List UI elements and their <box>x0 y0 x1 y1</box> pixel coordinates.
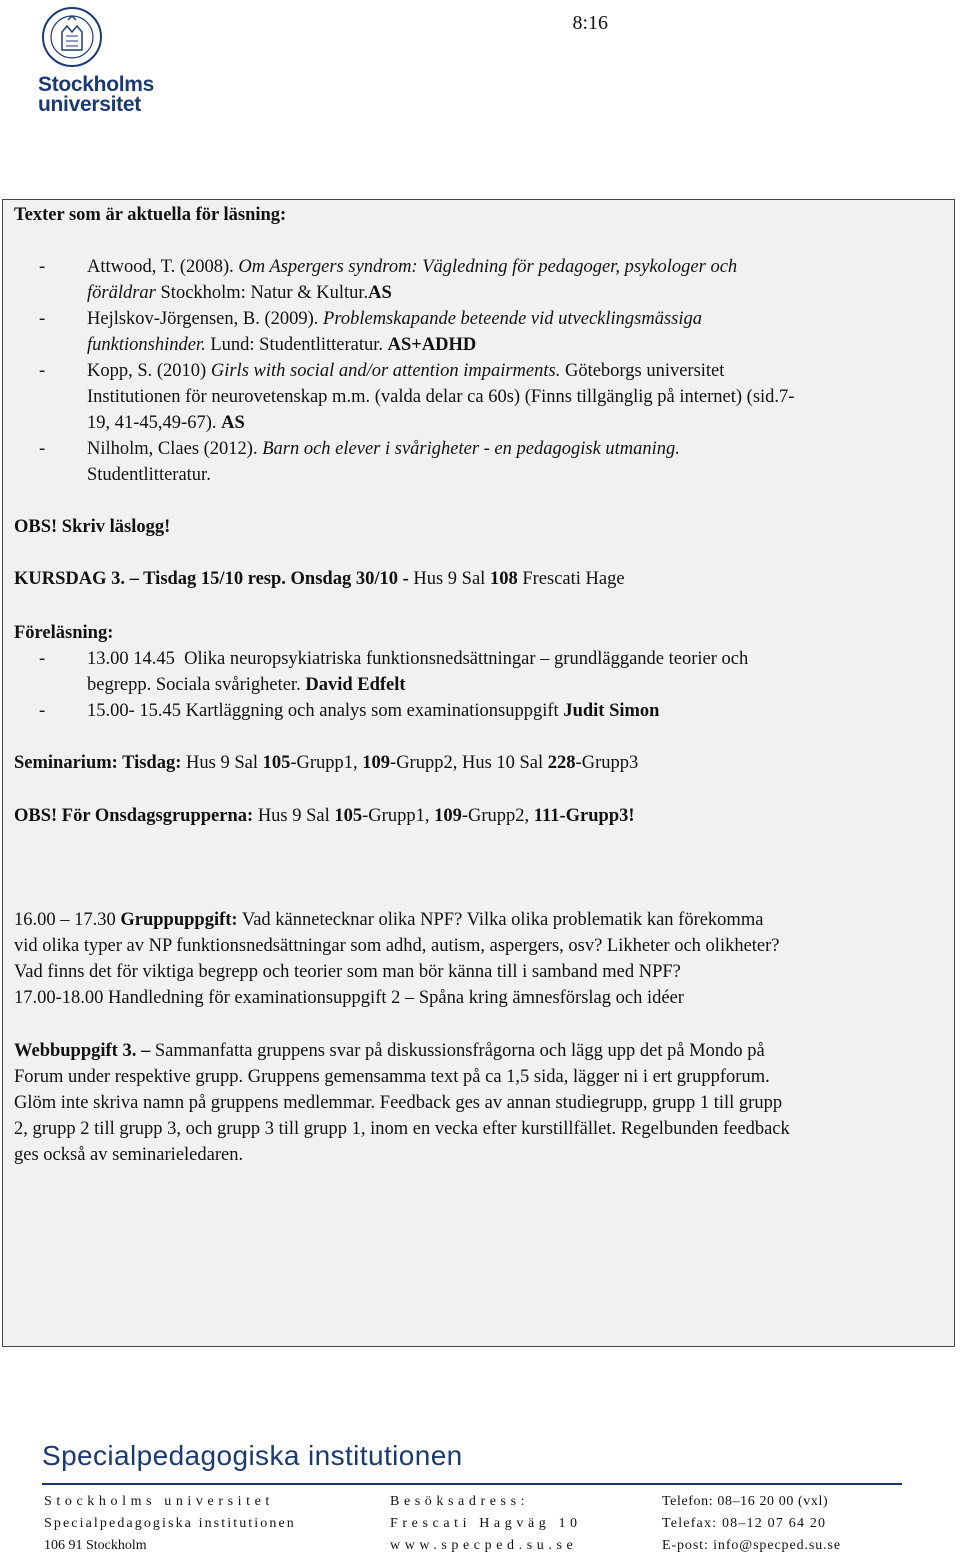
web-task-label: Webbuppgift 3. – <box>14 1041 151 1061</box>
reference-4 <box>87 436 680 462</box>
seminar-text: -Grupp2, Hus 10 Sal <box>390 753 548 773</box>
university-seal-icon <box>40 6 104 68</box>
footer-phone: Telefon: 08–16 20 00 (vxl) <box>662 1494 829 1509</box>
obs-reading-log: OBS! Skriv läslogg! <box>14 517 171 537</box>
ref-title: Girls with social and/or attention impairments. <box>210 361 561 381</box>
reference-3-line-2: Institutionen för neurovetenskap m.m. (valda delar ca 60s) (Finns tillgänglig på internet) (sid.7- <box>87 387 795 407</box>
obs-text: -Grupp1, <box>362 806 435 826</box>
kursdag-place: Hus 9 Sal <box>408 569 490 589</box>
ref-author: Attwood, T. (2008). <box>87 257 239 277</box>
web-task-line-4: 2, grupp 2 till grupp 3, och grupp 3 till grupp 1, inom en vecka efter kurstillfället. Regelbunden feedback <box>14 1119 790 1139</box>
footer-website[interactable]: www.specped.su.se <box>390 1538 578 1553</box>
page-time: 8:16 <box>572 12 608 34</box>
kursdag-location: Frescati Hage <box>517 569 625 589</box>
obs-wednesday-line <box>14 803 635 829</box>
logo-line-1: Stockholms <box>38 73 155 96</box>
ref-title: Barn och elever i svårigheter - en pedagogisk utmaning. <box>262 439 680 459</box>
seminar-text: -Grupp3 <box>575 753 639 773</box>
ref-publisher: Göteborgs universitet <box>560 361 725 381</box>
list-dash: - <box>39 649 46 669</box>
ref-author: Kopp, S. (2010) <box>87 361 211 381</box>
lecture-topic: Kartläggning och analys som examinationsuppgift <box>181 701 564 721</box>
ref-title: Om Aspergers syndrom: Vägledning för pedagoger, psykologer och <box>238 257 738 277</box>
list-dash: - <box>39 257 46 277</box>
ref-author: Hejlskov-Jörgensen, B. (2009). <box>87 309 324 329</box>
logo-line-2: universitet <box>38 93 141 116</box>
ref-tag: AS <box>368 283 392 303</box>
group-task-line-2: vid olika typer av NP funktionsnedsättningar som adhd, autism, aspergers, osv? Likheter och olikheter? <box>14 936 780 956</box>
ref-publisher: Lund: Studentlitteratur. <box>205 335 388 355</box>
reference-1-cont <box>87 280 392 306</box>
ref-title: Problemskapande beteende vid utvecklingsmässiga <box>323 309 703 329</box>
seminar-label: Seminarium: Tisdag: <box>14 753 182 773</box>
web-task-text: Sammanfatta gruppens svar på diskussionsfrågorna och lägg upp det på Mondo på <box>150 1041 765 1061</box>
seminar-room: 109 <box>362 753 391 773</box>
group-label: Gruppuppgift: <box>120 910 238 930</box>
lecture-heading: Föreläsning: <box>14 623 114 643</box>
reference-2-cont <box>87 332 476 358</box>
seminar-room: 105 <box>262 753 291 773</box>
group-task-line-3: Vad finns det för viktiga begrepp och teorier som man bör känna till i samband med NPF? <box>14 962 681 982</box>
kursdag-line <box>14 566 625 592</box>
obs-room: 105 <box>334 806 363 826</box>
footer-street: Frescati Hagväg 10 <box>390 1516 582 1531</box>
group-task-line-1 <box>14 907 763 933</box>
kursdag-room: 108 <box>489 569 518 589</box>
ref-author: Nilholm, Claes (2012). <box>87 439 263 459</box>
seminar-line <box>14 750 638 776</box>
list-dash: - <box>39 361 46 381</box>
reference-2 <box>87 306 702 332</box>
obs-text: Hus 9 Sal <box>253 806 335 826</box>
ref-tag: AS+ADHD <box>387 335 477 355</box>
supervision-line: 17.00-18.00 Handledning för examinationsuppgift 2 – Spåna kring ämnesförslag och idéer <box>14 988 684 1008</box>
group-text: Vad kännetecknar olika NPF? Vilka olika problematik kan förekomma <box>237 910 764 930</box>
obs-text: -Grupp3! <box>559 806 635 826</box>
lecture-speaker: Judit Simon <box>563 701 660 721</box>
reference-1 <box>87 254 737 280</box>
web-task-line-1 <box>14 1038 765 1064</box>
footer-email[interactable]: E-post: info@specped.su.se <box>662 1538 841 1553</box>
lecture-1-cont <box>87 672 406 698</box>
web-task-line-5: ges också av seminarieledaren. <box>14 1145 244 1165</box>
logo-wordmark <box>38 75 158 115</box>
ref-tag: AS <box>221 413 245 433</box>
lecture-topic: Olika neuropsykiatriska funktionsnedsättningar – grundläggande teorier och <box>184 649 749 669</box>
seminar-room: 228 <box>547 753 576 773</box>
footer-university: Stockholms universitet <box>44 1494 274 1509</box>
ref-title-cont: funktionshinder. <box>87 335 206 355</box>
obs-wednesday-label: OBS! För Onsdagsgrupperna: <box>14 806 254 826</box>
reading-heading: Texter som är aktuella för läsning: <box>14 205 287 225</box>
list-dash: - <box>39 309 46 329</box>
seminar-text: -Grupp1, <box>290 753 363 773</box>
kursdag-date: KURSDAG 3. – Tisdag 15/10 resp. Onsdag 30/10 - <box>14 569 409 589</box>
lecture-time: 13.00 14.45 <box>87 649 175 669</box>
reference-4-line-2: Studentlitteratur. <box>87 465 211 485</box>
list-dash: - <box>39 701 46 721</box>
web-task-line-2: Forum under respektive grupp. Gruppens gemensamma text på ca 1,5 sida, lägger ni i ert gruppforum. <box>14 1067 770 1087</box>
lecture-time: 15.00- 15.45 <box>87 701 182 721</box>
reference-3-line-3 <box>87 410 245 436</box>
footer-postal: 106 91 Stockholm <box>44 1538 147 1553</box>
footer-institution: Specialpedagogiska institutionen <box>44 1516 296 1531</box>
ref-title-cont: föräldrar <box>87 283 156 303</box>
list-dash: - <box>39 439 46 459</box>
lecture-2 <box>87 698 659 724</box>
obs-room: 109 <box>434 806 462 826</box>
obs-room: 111 <box>533 806 560 826</box>
reference-3 <box>87 358 724 384</box>
seminar-text: Hus 9 Sal <box>181 753 263 773</box>
footer-fax: Telefax: 08–12 07 64 20 <box>662 1516 827 1531</box>
ref-pages: 19, 41-45,49-67). <box>87 413 222 433</box>
lecture-speaker: David Edfelt <box>305 675 406 695</box>
lecture-1 <box>87 646 748 672</box>
ref-publisher: Stockholm: Natur & Kultur. <box>155 283 369 303</box>
group-time: 16.00 – 17.30 <box>14 910 121 930</box>
university-logo <box>38 6 158 115</box>
content-box <box>2 199 955 1347</box>
footer-visit-label: Besöksadress: <box>390 1494 530 1509</box>
lecture-topic-cont: begrepp. Sociala svårigheter. <box>87 675 306 695</box>
obs-text: -Grupp2, <box>461 806 534 826</box>
web-task-line-3: Glöm inte skriva namn på gruppens medlemmar. Feedback ges av annan studiegrupp, grupp 1 till grupp <box>14 1093 783 1113</box>
department-name: Specialpedagogiska institutionen <box>42 1440 463 1471</box>
footer-divider <box>42 1483 902 1485</box>
